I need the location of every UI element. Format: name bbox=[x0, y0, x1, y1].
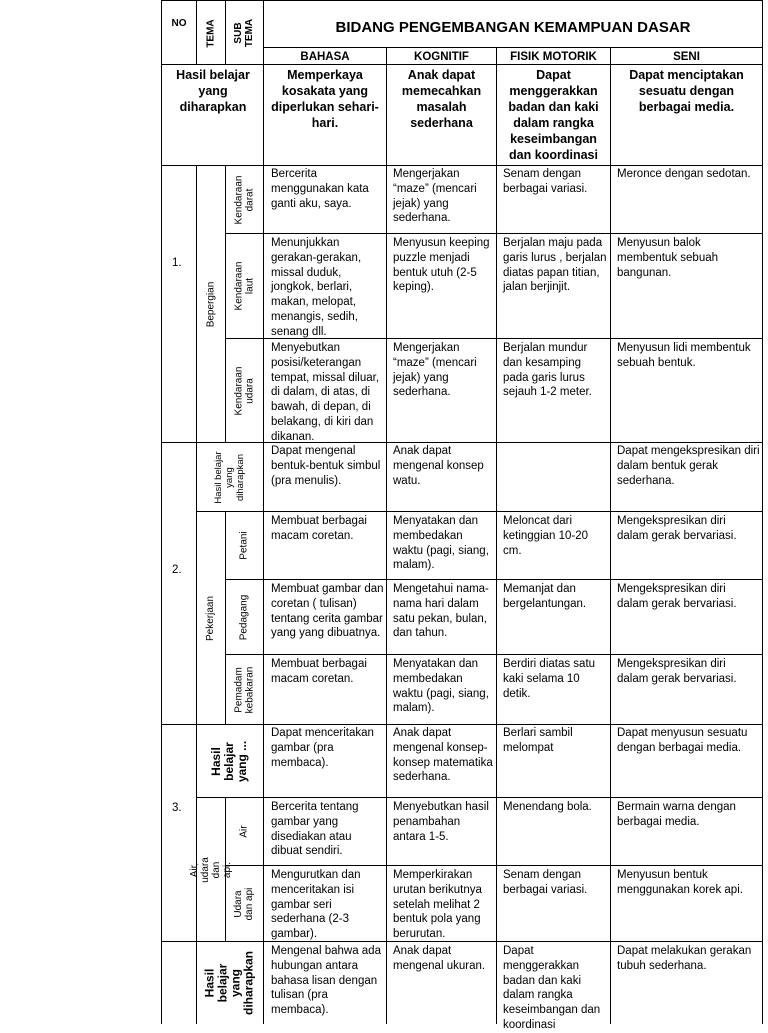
goals-label: Hasil belajar yang diharapkan bbox=[176, 68, 250, 114]
grid-line bbox=[263, 0, 264, 1024]
col-seni: SENI bbox=[673, 51, 700, 63]
cell-kognitif: Mengetahui nama-nama hari dalam satu pekan, bulan, dan tahun. bbox=[393, 583, 489, 640]
cell-kognitif: Anak dapat mengenal ukuran. bbox=[393, 945, 486, 972]
sub-tema-header: SUB TEMA bbox=[233, 18, 255, 48]
cell-seni: Meronce dengan sedotan. bbox=[617, 168, 751, 180]
tema-header: TEMA bbox=[205, 18, 217, 48]
goal-fisik: Dapat menggerakkan badan dan kaki dalam rangka keseimbangan dan koordinasi bbox=[508, 68, 599, 162]
grid-line bbox=[762, 0, 763, 1024]
cell-kognitif: Anak dapat mengenal konsep-konsep matematika sederhana. bbox=[393, 727, 493, 784]
sub-kendaraan-darat: Kendaraan darat bbox=[233, 175, 255, 224]
cell-seni: Mengekspresikan diri dalam gerak bervariasi. bbox=[617, 658, 737, 685]
cell-fisik: Dapat menggerakkan badan dan kaki dalam rangka keseimbangan dan koordinasi bbox=[503, 945, 601, 1031]
cell-fisik: Memanjat dan bergelantungan. bbox=[503, 583, 587, 610]
grid-line bbox=[264, 47, 763, 48]
cell-kognitif: Menyatakan dan membedakan waktu (pagi, siang, malam). bbox=[393, 515, 489, 572]
cell-fisik: Berjalan maju pada garis lurus , berjalan diatas papan titian, jalan berjinjit. bbox=[503, 237, 607, 294]
col-fisik-motorik: FISIK MOTORIK bbox=[510, 51, 597, 63]
cell-seni: Dapat melakukan gerakan tubuh sederhana. bbox=[617, 945, 752, 972]
tema-air-udara-api: Air, udara dan api. bbox=[189, 856, 233, 883]
cell-seni: Menyusun bentuk menggunakan korek api. bbox=[617, 869, 743, 896]
section-no-3: 3. bbox=[172, 802, 182, 814]
section-no-1: 1. bbox=[172, 257, 182, 269]
tema-bepergian: Bepergian bbox=[205, 281, 217, 327]
cell-kognitif: Mengerjakan “maze” (mencari jejak) yang sederhana. bbox=[393, 168, 477, 225]
hasil-belajar-2: Hasil belajar yang diharapkan bbox=[213, 450, 246, 504]
grid-line bbox=[197, 797, 763, 798]
cell-seni: Mengekspresikan diri dalam gerak bervariasi. bbox=[617, 583, 737, 610]
cell-bahasa: Membuat gambar dan coretan ( tulisan) tentang cerita gambar yang yang dibuatnya. bbox=[271, 583, 384, 640]
grid-line bbox=[161, 0, 162, 1024]
goal-bahasa: Memperkaya kosakata yang diperlukan sehari-hari. bbox=[271, 68, 379, 130]
grid-line bbox=[226, 654, 763, 655]
grid-line bbox=[386, 47, 387, 1024]
col-kognitif: KOGNITIF bbox=[414, 51, 469, 63]
cell-bahasa: Dapat menceritakan gambar (pra membaca). bbox=[271, 727, 374, 769]
cell-fisik: Senam dengan berbagai variasi. bbox=[503, 869, 588, 896]
cell-seni: Dapat mengekspresikan diri dalam bentuk gerak sederhana. bbox=[617, 445, 760, 487]
grid-line bbox=[161, 0, 763, 1]
sub-air: Air bbox=[238, 825, 250, 838]
cell-fisik: Senam dengan berbagai variasi. bbox=[503, 168, 588, 195]
sub-pemadam: Pemadam kebakaran bbox=[233, 666, 256, 713]
cell-kognitif: Anak dapat mengenal konsep watu. bbox=[393, 445, 484, 487]
cell-bahasa: Bercerita menggunakan kata ganti aku, saya. bbox=[271, 168, 369, 210]
cell-bahasa: Menunjukkan gerakan-gerakan, missal duduk, jongkok, berlari, makan, melopat, menangis, sedih, senang dll. bbox=[271, 237, 362, 338]
cell-fisik: Berlari sambil melompat bbox=[503, 727, 573, 754]
cell-fisik: Berdiri diatas satu kaki selama 10 detik. bbox=[503, 658, 596, 700]
grid-line bbox=[496, 47, 497, 1024]
sub-kendaraan-udara: Kendaraan udara bbox=[233, 366, 255, 415]
cell-bahasa: Mengurutkan dan menceritakan isi gambar seri sederhana (2-3 gambar). bbox=[271, 869, 361, 941]
grid-line bbox=[197, 511, 763, 512]
cell-bahasa: Membuat berbagai macam coretan. bbox=[271, 515, 367, 542]
hasil-belajar-4: Hasil belajar yang diharapkan bbox=[202, 950, 256, 1016]
cell-bahasa: Membuat berbagai macam coretan. bbox=[271, 658, 367, 685]
cell-fisik: Menendang bola. bbox=[503, 801, 592, 813]
grid-line bbox=[610, 47, 611, 1024]
goal-seni: Dapat menciptakan sesuatu dengan berbagai media. bbox=[629, 68, 744, 114]
cell-seni: Bermain warna dengan berbagai media. bbox=[617, 801, 736, 828]
sub-pedagang: Pedagang bbox=[238, 594, 250, 640]
sub-petani: Petani bbox=[238, 531, 250, 560]
grid-line bbox=[226, 865, 763, 866]
cell-kognitif: Mengerjakan “maze” (mencari jejak) yang sederhana. bbox=[393, 342, 477, 399]
cell-kognitif: Menyusun keeping puzzle menjadi bentuk utuh (2-5 keping). bbox=[393, 237, 490, 294]
no-header: NO bbox=[171, 18, 187, 29]
cell-kognitif: Memperkirakan urutan berikutnya setelah melihat 2 bentuk pola yang berurutan. bbox=[393, 869, 482, 941]
cell-kognitif: Menyebutkan hasil penambahan antara 1-5. bbox=[393, 801, 489, 843]
cell-fisik: Meloncat dari ketinggian 10-20 cm. bbox=[503, 515, 589, 557]
cell-kognitif: Menyatakan dan membedakan waktu (pagi, siang, malam). bbox=[393, 658, 489, 715]
cell-bahasa: Bercerita tentang gambar yang disediakan atau dibuat sendiri. bbox=[271, 801, 359, 858]
cell-fisik: Berjalan mundur dan kesamping pada garis lurus sejauh 1-2 meter. bbox=[503, 342, 592, 399]
sub-kendaraan-laut: Kendaraan laut bbox=[233, 261, 255, 311]
cell-bahasa: Mengenal bahwa ada hubungan antara bahasa lisan dengan tulisan (pra membaca). bbox=[271, 945, 381, 1017]
sub-udara-api: Udara dan api bbox=[233, 887, 255, 920]
page-title: BIDANG PENGEMBANGAN KEMAMPUAN DASAR bbox=[335, 19, 691, 36]
hasil-belajar-3: Hasil belajar yang ... bbox=[209, 740, 249, 782]
section-no-2: 2. bbox=[172, 564, 182, 576]
cell-seni: Dapat menyusun sesuatu dengan berbagai media. bbox=[617, 727, 748, 754]
tema-pekerjaan: Pekerjaan bbox=[205, 595, 217, 641]
cell-seni: Menyusun balok membentuk sebuah bangunan. bbox=[617, 237, 719, 279]
grid-line bbox=[226, 579, 763, 580]
goal-kognitif: Anak dapat memecahkan masalah sederhana bbox=[401, 68, 482, 130]
grid-line bbox=[226, 233, 763, 234]
cell-bahasa: Dapat mengenal bentuk-bentuk simbul (pra menulis). bbox=[271, 445, 381, 487]
cell-seni: Menyusun lidi membentuk sebuah bentuk. bbox=[617, 342, 751, 369]
cell-bahasa: Menyebutkan posisi/keterangan tempat, missal diluar, di dalam, di atas, di bawah, di depan, di belakang, di kiri dan dikanan. bbox=[271, 342, 380, 443]
col-bahasa: BAHASA bbox=[300, 51, 350, 63]
cell-seni: Mengekspresikan diri dalam gerak bervariasi. bbox=[617, 515, 737, 542]
